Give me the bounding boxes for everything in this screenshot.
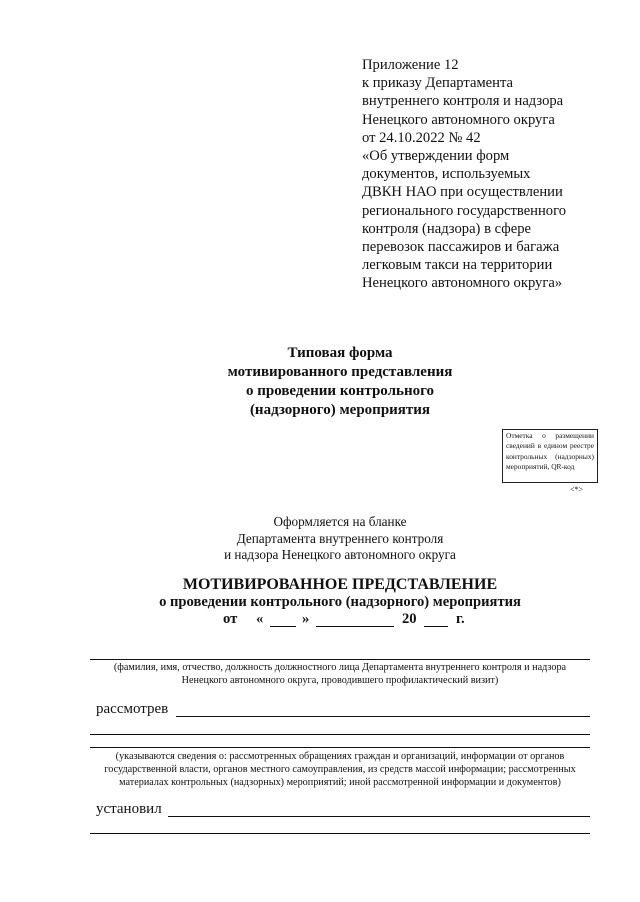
year-blank[interactable]	[424, 612, 448, 627]
letterhead-note-line: Департамента внутреннего контроля	[236, 530, 444, 546]
typical-form-line: Типовая форма	[287, 345, 393, 361]
appendix-line: Ненецкого автономного округа»	[362, 275, 563, 292]
document-subtitle: о проведении контрольного (надзорного) мероприятия	[159, 594, 521, 610]
official-caption: (фамилия, имя, отчество, должность должностного лица Департамента внутреннего контроля и надзора Ненецкого автономного округа, проводившего профилактический визит)	[113, 662, 567, 687]
letterhead-note-line: и надзора Ненецкого автономного округа	[224, 547, 456, 562]
established-line-2[interactable]	[90, 833, 590, 834]
year-suffix: г.	[456, 611, 465, 627]
year-prefix: 20	[402, 611, 417, 627]
day-blank[interactable]	[270, 612, 296, 627]
established-label: установил	[96, 801, 162, 817]
date-close-quote: »	[302, 611, 310, 627]
appendix-line: «Об утверждении форм	[362, 148, 510, 165]
letterhead-note	[190, 514, 490, 564]
date-open-quote: «	[256, 611, 264, 627]
official-name-line[interactable]	[90, 659, 590, 660]
considered-line[interactable]	[176, 716, 590, 717]
appendix-line: документов, используемых	[362, 166, 531, 183]
appendix-line: перевозок пассажиров и багажа	[362, 239, 560, 256]
established-line[interactable]	[168, 816, 590, 817]
document-title: МОТИВИРОВАННОЕ ПРЕДСТАВЛЕНИЕ	[182, 576, 498, 593]
appendix-line: регионального государственного	[362, 202, 567, 219]
considered-line-2[interactable]	[90, 734, 590, 735]
considered-label: рассмотрев	[96, 701, 169, 717]
typical-form-line: (надзорного) мероприятия	[249, 402, 431, 418]
typical-form-line: о проведении контрольного	[245, 383, 435, 399]
appendix-line: ДВКН НАО при осуществлении	[362, 184, 563, 201]
appendix-line: Приложение 12	[362, 57, 459, 73]
letterhead-note-line: Оформляется на бланке	[273, 514, 407, 529]
appendix-line: Ненецкого автономного округа	[362, 111, 555, 128]
appendix-line: к приказу Департамента	[362, 75, 513, 92]
considered-line-3[interactable]	[90, 747, 590, 748]
typical-form-heading	[170, 344, 510, 420]
appendix-line: легковым такси на территории	[362, 257, 553, 274]
month-blank[interactable]	[316, 612, 394, 627]
appendix-block	[362, 56, 612, 293]
appendix-line: внутреннего контроля и надзора	[362, 93, 564, 110]
typical-form-line: мотивированного представления	[227, 364, 453, 380]
date-prefix: от	[223, 611, 238, 627]
stamp-footnote-mark: <*>	[570, 485, 584, 494]
info-caption: (указываются сведения о: рассмотренных обращениях граждан и организаций, информации от органов государственной власти, органов местного самоуправления, из средств массой информации; рассмотренных материалах контрольных (надзорных) мероприятий; иной рассмотренной информации и документов)	[104, 751, 576, 789]
registry-stamp-box: Отметка о размещении сведений в едином реестре контрольных (надзорных) мероприятий, QR-код	[502, 429, 598, 483]
appendix-line: от 24.10.2022 № 42	[362, 129, 481, 146]
date-line	[90, 611, 590, 633]
appendix-line: контроля (надзора) в сфере	[362, 220, 531, 237]
